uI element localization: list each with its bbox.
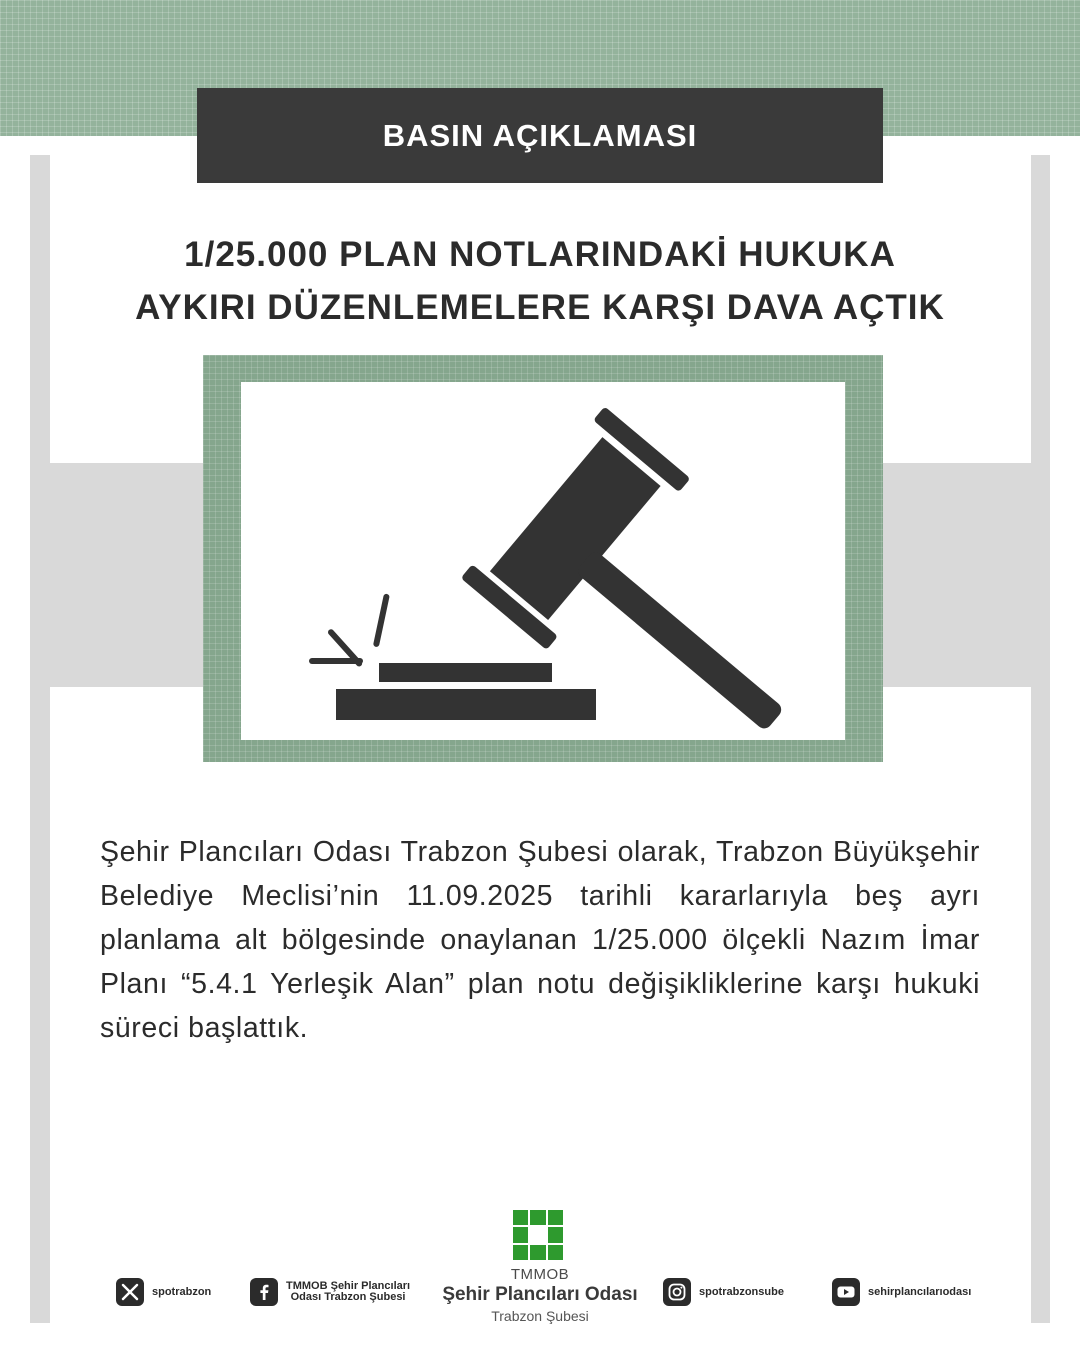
instagram-social-link[interactable]: [663, 1278, 784, 1306]
logo-line-3: Trabzon Şubesi: [491, 1308, 589, 1324]
logo-mark-icon: [513, 1210, 563, 1260]
x-social-link[interactable]: [116, 1278, 211, 1306]
illustration-panel: [241, 382, 845, 740]
facebook-label-line-2: Odası Trabzon Şubesi: [290, 1291, 406, 1303]
gavel-block-top: [379, 663, 552, 682]
impact-line-3: [373, 593, 390, 647]
body-paragraph: Şehir Plancıları Odası Trabzon Şubesi olarak, Trabzon Büyükşehir Belediye Meclisi’nin 11.09.2025 tarihli kararlarıyla beş ayrı planlama alt bölgesinde onaylanan 1/25.000 ölçekli Nazım İmar Planı “5.4.1 Yerleşik Alan” plan notu değişikliklerine karşı hukuki süreci başlattık.: [100, 836, 980, 1044]
x-handle: spotrabzon: [152, 1285, 212, 1298]
youtube-social-link[interactable]: [832, 1278, 971, 1306]
facebook-social-link[interactable]: [250, 1278, 410, 1306]
logo-line-1: TMMOB: [510, 1266, 570, 1283]
x-icon: [116, 1278, 144, 1306]
youtube-handle: sehirplancılarıodası: [868, 1285, 972, 1298]
footer: [0, 1200, 1080, 1330]
gavel-icon: [241, 382, 845, 740]
facebook-label-line-1: TMMOB Şehir Plancıları: [286, 1280, 411, 1292]
right-border-bar: [1031, 155, 1050, 1323]
headline-line-2: AYKIRI DÜZENLEMELERE KARŞI DAVA AÇTIK: [135, 288, 945, 327]
tmmob-logo: [440, 1210, 640, 1330]
logo-line-2: Şehir Plancıları Odası: [442, 1284, 638, 1305]
left-border-bar: [30, 155, 50, 1323]
instagram-handle: spotrabzonsube: [699, 1285, 784, 1298]
headline: [60, 228, 1020, 334]
facebook-icon: [250, 1278, 278, 1306]
header-label: BASIN AÇIKLAMASI: [382, 117, 698, 153]
instagram-icon: [663, 1278, 691, 1306]
youtube-icon: [832, 1278, 860, 1306]
facebook-label: [286, 1281, 410, 1303]
headline-line-1: 1/25.000 PLAN NOTLARINDAKİ HUKUKA: [184, 235, 896, 274]
header-banner: [197, 88, 883, 183]
gavel-handle: [575, 549, 784, 731]
gavel-block-base: [336, 689, 596, 720]
illustration-frame: [203, 355, 883, 762]
